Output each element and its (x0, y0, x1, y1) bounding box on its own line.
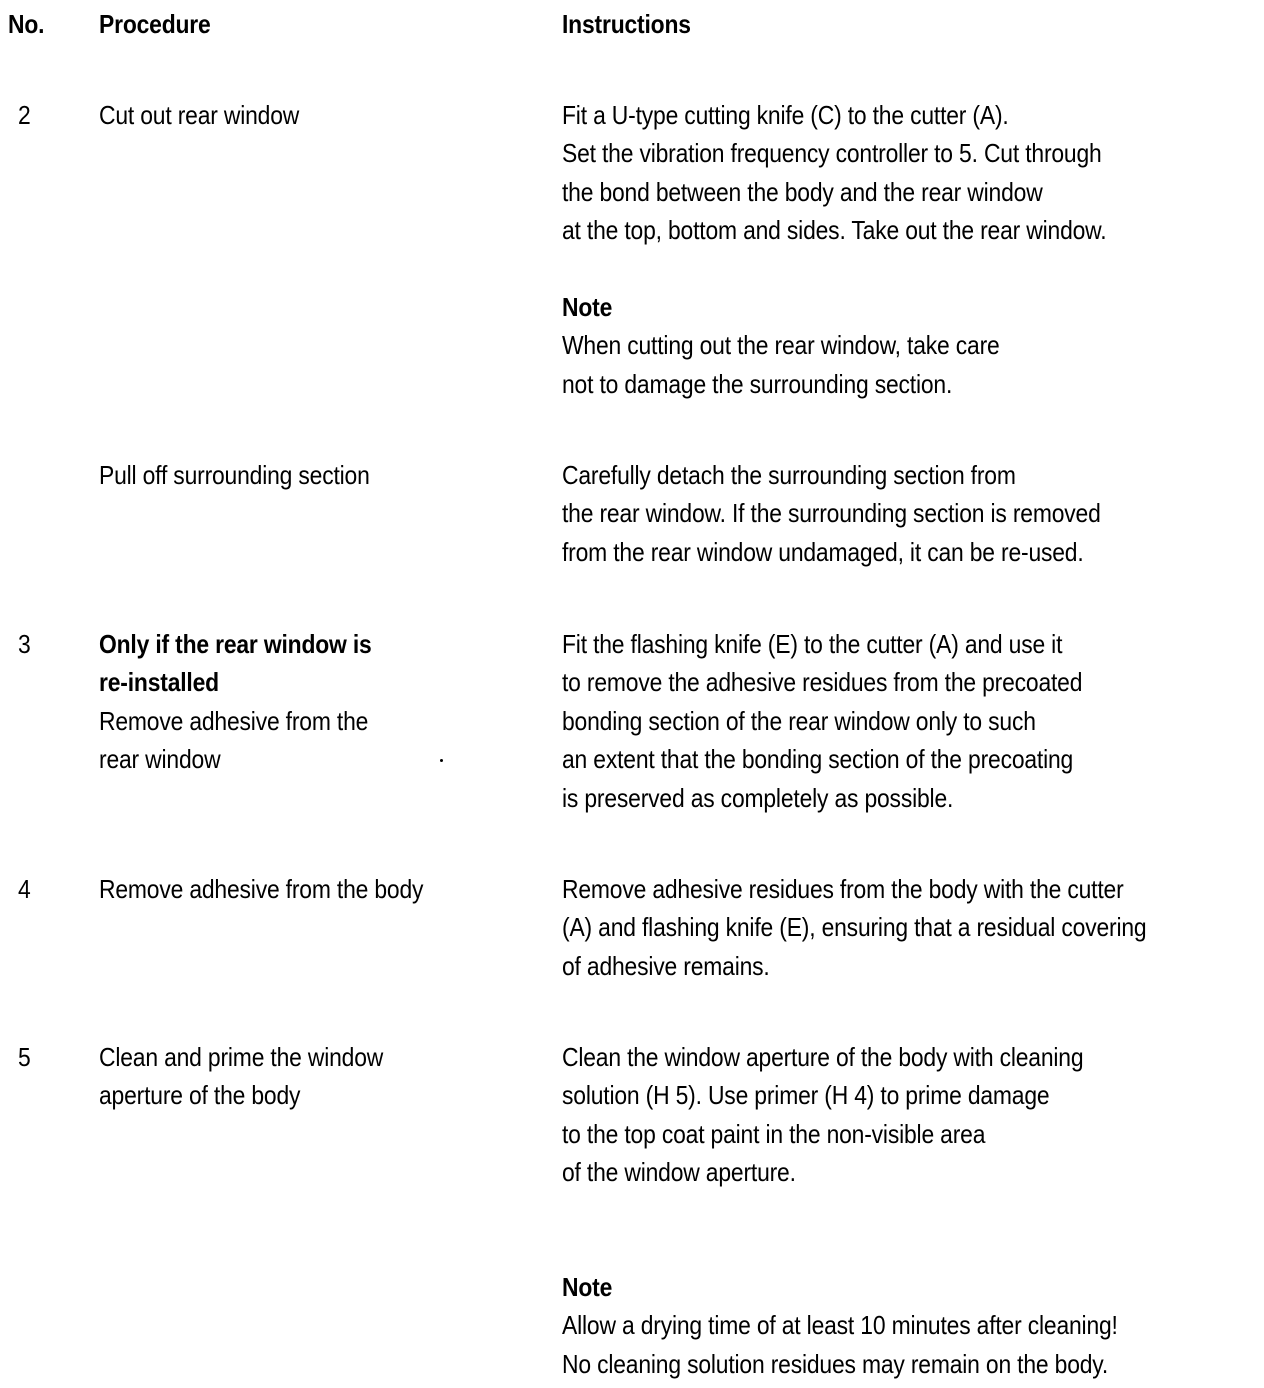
instruction-line: an extent that the bonding section of the precoating (562, 744, 1074, 775)
instruction-line: of adhesive remains. (562, 950, 770, 981)
note-title: Note (562, 292, 613, 322)
column-header-instructions: Instructions (562, 9, 691, 39)
instruction-line: Fit the flashing knife (E) to the cutter (A) and use it (562, 629, 1063, 659)
procedure-condition-line: re-installed (99, 667, 219, 698)
procedure-text (99, 625, 372, 779)
procedure-text (99, 96, 299, 134)
procedure-line: Pull off surrounding section (99, 460, 370, 490)
note-block (562, 288, 1000, 403)
step-number: 4 (18, 874, 31, 904)
procedure-line: rear window (99, 744, 221, 775)
instruction-line: of the window aperture. (562, 1157, 796, 1188)
stray-dot (440, 759, 443, 762)
instruction-line: Carefully detach the surrounding section from (562, 460, 1016, 490)
instruction-line: is preserved as completely as possible. (562, 782, 954, 813)
note-line: No cleaning solution residues may remain on the body. (562, 1348, 1109, 1379)
instruction-line: the bond between the body and the rear window (562, 176, 1043, 207)
step-number: 5 (18, 1042, 31, 1072)
column-header-no: No. (8, 9, 45, 39)
instruction-line: solution (H 5). Use primer (H 4) to prime damage (562, 1080, 1050, 1111)
instruction-line: to the top coat paint in the non-visible area (562, 1118, 986, 1149)
procedure-condition-line: Only if the rear window is (99, 629, 372, 659)
instruction-line: the rear window. If the surrounding section is removed (562, 498, 1101, 529)
procedure-text (99, 870, 423, 908)
instruction-line: Remove adhesive residues from the body with the cutter (562, 874, 1124, 904)
instruction-text (562, 870, 1146, 985)
instruction-text (562, 96, 1106, 250)
step-number: 3 (18, 629, 31, 659)
note-block (562, 1268, 1118, 1383)
instruction-line: Clean the window aperture of the body with cleaning (562, 1042, 1084, 1072)
instruction-line: Set the vibration frequency controller to 5. Cut through (562, 138, 1102, 169)
procedure-line: Clean and prime the window (99, 1042, 384, 1072)
note-line: When cutting out the rear window, take care (562, 330, 1000, 361)
instruction-text (562, 456, 1101, 571)
instruction-text (562, 1038, 1083, 1192)
procedure-line: Remove adhesive from the (99, 705, 369, 736)
note-line: not to damage the surrounding section. (562, 368, 953, 399)
column-header-procedure: Procedure (99, 9, 211, 39)
procedure-text (99, 1038, 383, 1115)
note-line: Allow a drying time of at least 10 minutes after cleaning! (562, 1310, 1118, 1341)
instruction-line: to remove the adhesive residues from the precoated (562, 667, 1083, 698)
instruction-line: (A) and flashing knife (E), ensuring that a residual covering (562, 912, 1147, 943)
instruction-line: from the rear window undamaged, it can be re-used. (562, 536, 1084, 567)
instruction-line: Fit a U-type cutting knife (C) to the cutter (A). (562, 100, 1009, 130)
procedure-text (99, 456, 370, 494)
procedure-line: Remove adhesive from the body (99, 874, 424, 904)
procedure-line: Cut out rear window (99, 100, 300, 130)
note-title: Note (562, 1272, 613, 1302)
step-number: 2 (18, 100, 31, 130)
instruction-line: bonding section of the rear window only to such (562, 705, 1036, 736)
instruction-line: at the top, bottom and sides. Take out the rear window. (562, 215, 1107, 246)
instruction-text (562, 625, 1082, 817)
procedure-line: aperture of the body (99, 1080, 301, 1111)
